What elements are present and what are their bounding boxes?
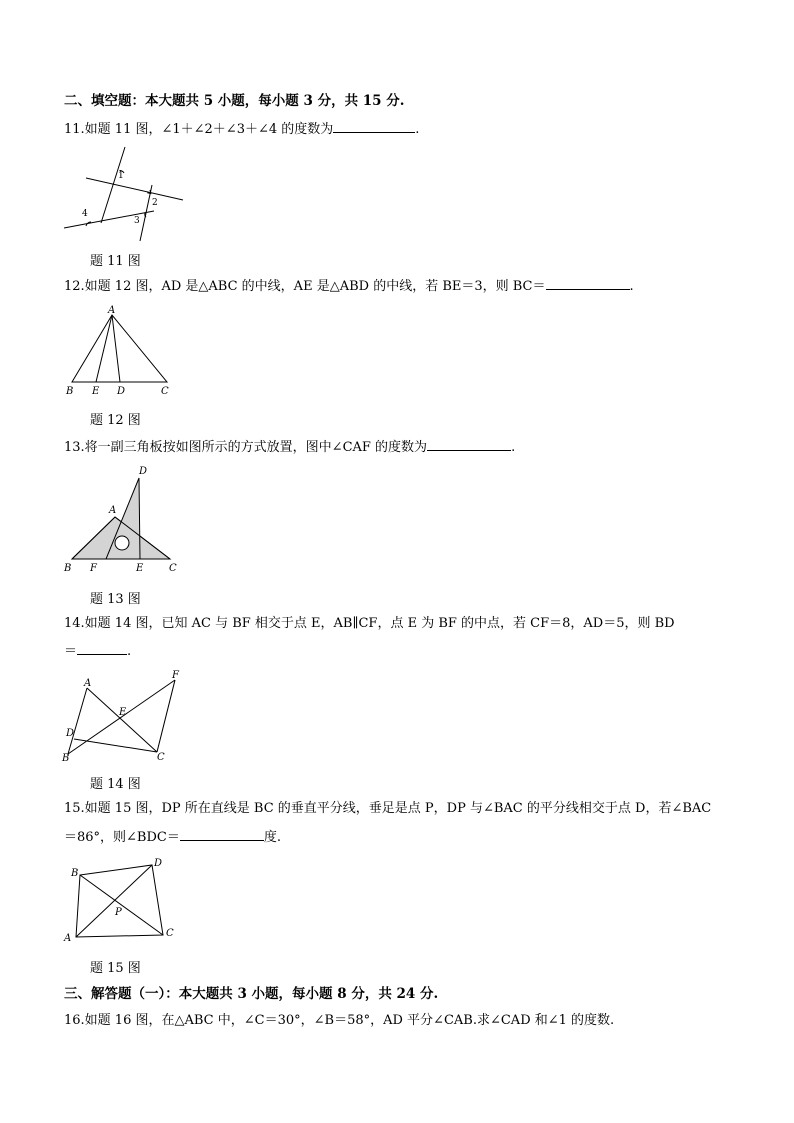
section-2-heading: 二、填空题：本大题共 5 小题，每小题 3 分，共 15 分. <box>64 93 405 109</box>
question-13-end: . <box>511 440 516 455</box>
answer-blank-11[interactable] <box>333 119 415 133</box>
fig12-label-d: D <box>117 386 126 397</box>
question-15-end: 度. <box>263 830 281 845</box>
fig14-label-b: B <box>62 753 70 764</box>
fig15-segment-ad <box>76 865 152 937</box>
fig11-label-3: 3 <box>134 216 140 226</box>
fig15-segment-bc <box>80 875 163 935</box>
fig11-label-1: 1 <box>118 171 124 181</box>
fig13-label-f: F <box>90 563 97 574</box>
figure-13 <box>62 463 192 578</box>
answer-blank-12[interactable] <box>546 276 630 290</box>
answer-blank-14[interactable] <box>77 641 127 655</box>
fig11-line-left <box>101 147 125 223</box>
fig13-label-d: D <box>139 466 148 477</box>
question-14-line-1: 14.如题 14 图，已知 AC 与 BF 相交于点 E，AB∥CF，点 E 为 BF 的中点，若 CF＝8，AD＝5，则 BD <box>64 616 675 631</box>
figure-12 <box>62 305 182 395</box>
fig13-label-e: E <box>136 563 144 574</box>
question-12-end: . <box>629 279 634 294</box>
fig14-label-f: F <box>172 670 179 681</box>
question-12-text: 12.如题 12 图，AD 是△ABC 的中线，AE 是△ABD 的中线，若 BE＝3，则 BC＝ <box>64 279 546 294</box>
fig12-label-b: B <box>66 386 74 397</box>
caption-13: 题 13 图 <box>90 592 141 607</box>
fig14-label-d: D <box>66 728 75 739</box>
fig14-segment-ab <box>68 688 87 754</box>
fig11-label-2: 2 <box>152 198 158 208</box>
fig15-label-c: C <box>166 928 174 939</box>
fig13-label-a: A <box>109 505 117 516</box>
caption-12: 题 12 图 <box>90 413 141 428</box>
fig14-label-e: E <box>119 707 127 718</box>
question-16: 16.如题 16 图，在△ABC 中，∠C＝30°，∠B＝58°，AD 平分∠CAB.求∠CAD 和∠1 的度数. <box>64 1013 615 1028</box>
caption-15: 题 15 图 <box>90 961 141 976</box>
fig12-segment-ad <box>112 315 120 382</box>
fig12-label-c: C <box>161 386 169 397</box>
question-13 <box>64 437 515 457</box>
fig13-label-c: C <box>169 563 177 574</box>
fig14-label-a: A <box>84 678 92 689</box>
question-14-prefix: ＝ <box>64 644 78 659</box>
figure-15 <box>62 853 192 948</box>
question-14-line-2 <box>64 641 131 661</box>
fig14-label-c: C <box>157 752 165 763</box>
question-11-text: 11.如题 11 图，∠1＋∠2＋∠3＋∠4 的度数为 <box>64 122 334 137</box>
fig12-label-e: E <box>92 386 100 397</box>
fig15-quadrilateral <box>76 865 163 937</box>
question-11-end: . <box>415 122 420 137</box>
fig11-label-4: 4 <box>82 209 88 219</box>
fig15-label-p: P <box>115 907 122 918</box>
fig11-line-bottom <box>64 211 154 228</box>
fig15-label-b: B <box>71 868 79 879</box>
question-15-prefix: ＝86°，则∠BDC＝ <box>64 830 180 845</box>
figure-11 <box>62 145 192 245</box>
question-14-end: . <box>127 644 132 659</box>
fig12-triangle-abc <box>72 315 167 382</box>
question-13-text: 13.将一副三角板按如图所示的方式放置，图中∠CAF 的度数为 <box>64 440 428 455</box>
answer-blank-13[interactable] <box>427 437 511 451</box>
section-3-heading: 三、解答题（一）：本大题共 3 小题，每小题 8 分，共 24 分. <box>64 986 439 1002</box>
fig15-label-d: D <box>154 858 163 869</box>
fig11-line-top <box>86 178 183 200</box>
question-12 <box>64 276 634 296</box>
fig13-hole <box>115 536 129 550</box>
caption-11: 题 11 图 <box>90 254 141 269</box>
fig13-label-b: B <box>64 563 72 574</box>
fig15-label-a: A <box>64 933 72 944</box>
question-11 <box>64 119 419 139</box>
caption-14: 题 14 图 <box>90 777 141 792</box>
question-15-line-2 <box>64 827 281 847</box>
question-15-line-1: 15.如题 15 图，DP 所在直线是 BC 的垂直平分线，垂足是点 P，DP 与∠BAC 的平分线相交于点 D，若∠BAC <box>64 801 712 816</box>
answer-blank-15[interactable] <box>180 827 264 841</box>
fig12-segment-ae <box>96 315 112 382</box>
figure-14 <box>62 668 192 768</box>
fig12-label-a: A <box>108 305 116 316</box>
